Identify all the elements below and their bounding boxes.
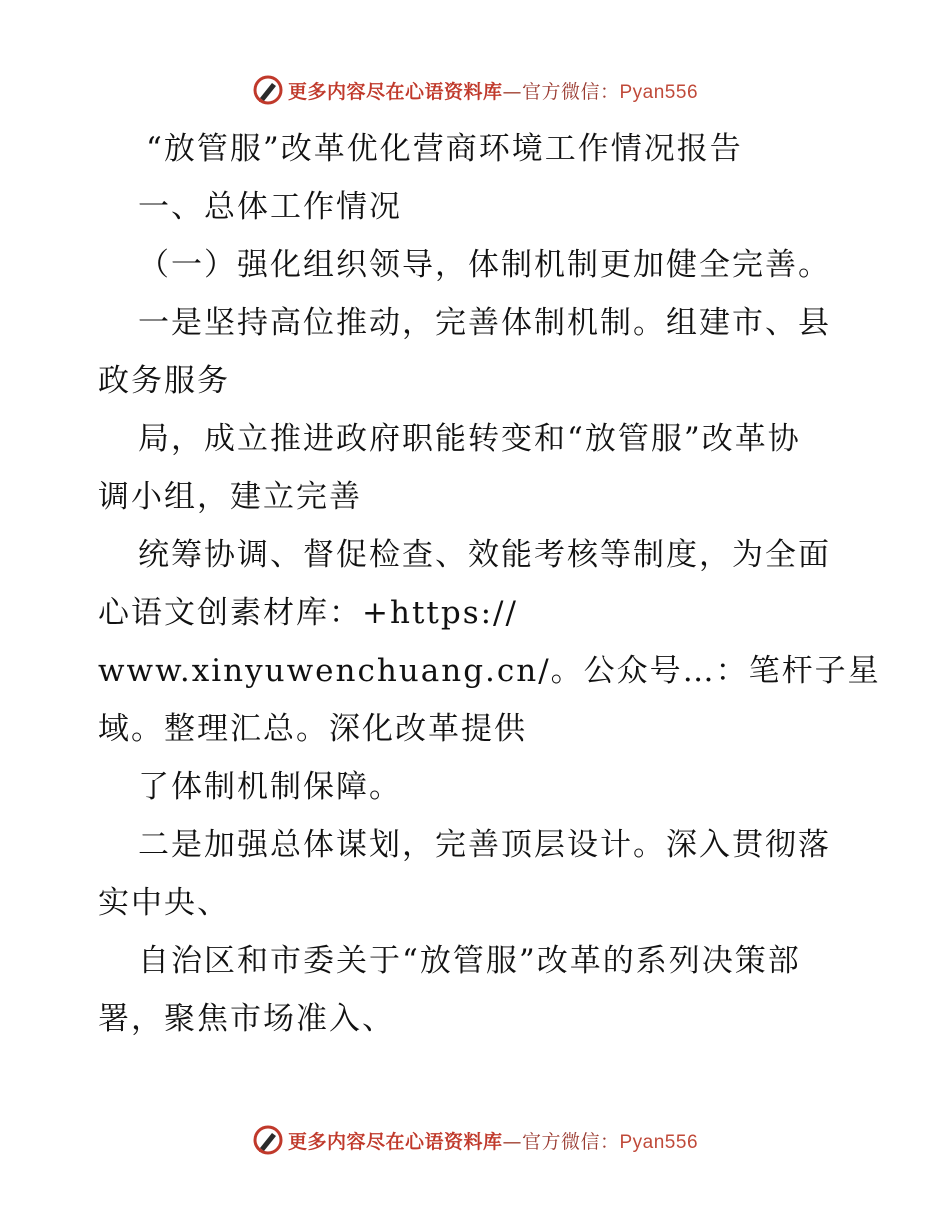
- paragraph-line: www.xinyuwenchuang.cn/。公众号…：笔杆子星: [98, 653, 881, 689]
- watermark-site: 更多内容尽在心语资料库: [287, 80, 503, 103]
- pen-logo-icon: [252, 1124, 284, 1156]
- paragraph-line: 域。整理汇总。深化改革提供: [98, 711, 527, 747]
- header-watermark: [0, 70, 950, 110]
- paragraph-line: 心语文创素材库：+https://: [98, 595, 518, 631]
- watermark-text: [288, 1127, 698, 1154]
- paragraph-line: 调小组，建立完善: [98, 479, 362, 515]
- paragraph-line: 署，聚焦市场准入、: [98, 1001, 395, 1037]
- paragraph-line: 实中央、: [98, 885, 230, 921]
- watermark-text: [288, 77, 698, 104]
- watermark-site: 更多内容尽在心语资料库: [287, 1130, 503, 1153]
- watermark-wechat-id: Pyan556: [619, 1131, 699, 1153]
- paragraph-line: 二是加强总体谋划，完善顶层设计。深入贯彻落: [138, 827, 831, 863]
- paragraph-line: 局，成立推进政府职能转变和“放管服”改革协: [138, 421, 801, 457]
- paragraph-line: 政务服务: [98, 363, 230, 399]
- footer-watermark: [0, 1120, 950, 1160]
- paragraph-line: 了体制机制保障。: [138, 769, 402, 805]
- watermark-wechat-id: Pyan556: [619, 81, 699, 103]
- section-heading: 一、总体工作情况: [138, 189, 402, 225]
- watermark-wechat-label: 官方微信：: [521, 80, 620, 103]
- document-title: “放管服”改革优化营商环境工作情况报告: [146, 131, 743, 167]
- watermark-dash: —: [502, 1130, 522, 1153]
- subsection-heading: （一）强化组织领导，体制机制更加健全完善。: [138, 247, 831, 283]
- paragraph-line: 自治区和市委关于“放管服”改革的系列决策部: [138, 943, 801, 979]
- watermark-wechat-label: 官方微信：: [521, 1130, 620, 1153]
- document-body: [98, 120, 881, 1048]
- watermark-dash: —: [502, 80, 522, 103]
- paragraph-line: 一是坚持高位推动，完善体制机制。组建市、县: [138, 305, 831, 341]
- paragraph-line: 统筹协调、督促检查、效能考核等制度，为全面: [138, 537, 831, 573]
- pen-logo-icon: [252, 74, 284, 106]
